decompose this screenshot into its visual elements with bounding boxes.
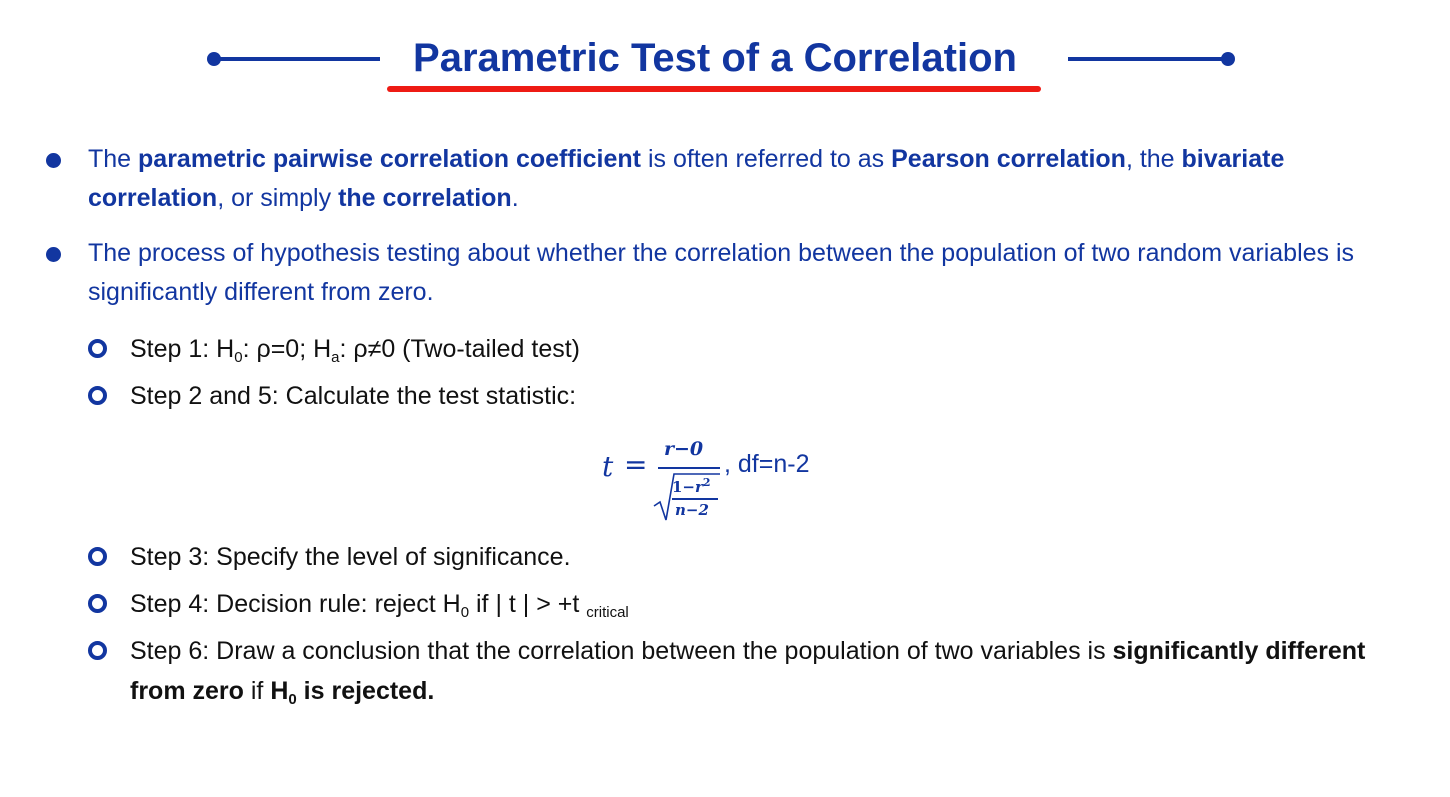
bullet-text: , or simply [217,184,339,212]
formula-equals: = [624,448,648,481]
ring-bullet-icon [88,594,107,613]
formula-inner-fraction-bar [672,498,718,500]
inner-num-pre: 1− [672,478,696,496]
page-title: Parametric Test of a Correlation [413,36,1017,80]
subscript: 0 [460,604,470,621]
ring-bullet-icon [88,641,107,660]
step-1 [130,329,1390,369]
bullet-text: is often referred to as [641,145,892,173]
title-area [0,0,1450,110]
step-bold-text: significantly different from zero [130,637,1366,705]
right-deco-line [1068,57,1228,61]
bullet-bold-text: the correlation [338,184,512,212]
bullet-dot-icon [46,247,61,262]
step-text: Step 3: Specify the level of significance. [130,543,571,571]
formula-inner-denominator: n−2 [675,501,709,519]
step-text: : ρ=0; H [242,335,332,363]
step-text: if [243,677,271,705]
subscript: 0 [234,349,243,366]
step-text: Step 6: Draw a conclusion that the correlation between the population of two variables is [130,637,1113,665]
formula-df: , df=n-2 [724,450,810,478]
bullet-bold-text: bivariate correlation [88,145,1285,212]
inner-num-var: r [695,478,703,496]
step-3 [130,537,1390,577]
bullet-pearson-definition [88,140,1408,218]
ring-bullet-icon [88,386,107,405]
bullet-bold-text: parametric pairwise correlation coefficient [138,145,641,173]
step-2-and-5 [130,376,1390,416]
right-deco-dot [1221,52,1235,66]
left-deco-line [214,57,380,61]
subscript: 0 [288,691,297,708]
bullet-text: , the [1125,145,1182,173]
step-6 [130,631,1390,711]
ring-bullet-icon [88,339,107,358]
step-bold-text: H [270,677,289,705]
inner-num-exponent: 2 [702,476,711,489]
title-underline [387,86,1041,92]
formula-inner-numerator [672,476,711,496]
bullet-dot-icon [46,153,61,168]
bullet-hypothesis-process [88,234,1408,312]
test-statistic-formula [600,438,920,528]
step-text: Step 2 and 5: Calculate the test statistic: [130,382,577,410]
bullet-text: The [88,145,139,173]
bullet-text: The process of hypothesis testing about whether the correlation between the population of two random variables is significantly different from zero. [88,239,1355,306]
bullet-bold-text: Pearson correlation [891,145,1126,173]
step-bold-text: is rejected. [296,677,435,705]
subscript: critical [586,604,629,621]
formula-lhs: t [602,450,614,483]
ring-bullet-icon [88,547,107,566]
step-text: : ρ≠0 (Two-tailed test) [339,335,580,363]
step-text: if | t | > +t [469,590,587,618]
step-4 [130,584,1390,624]
step-text: Step 4: Decision rule: reject H [130,590,461,618]
step-text: Step 1: H [130,335,235,363]
bullet-text: . [511,184,519,212]
formula-numerator: r−0 [664,438,704,460]
subscript: a [331,349,340,366]
